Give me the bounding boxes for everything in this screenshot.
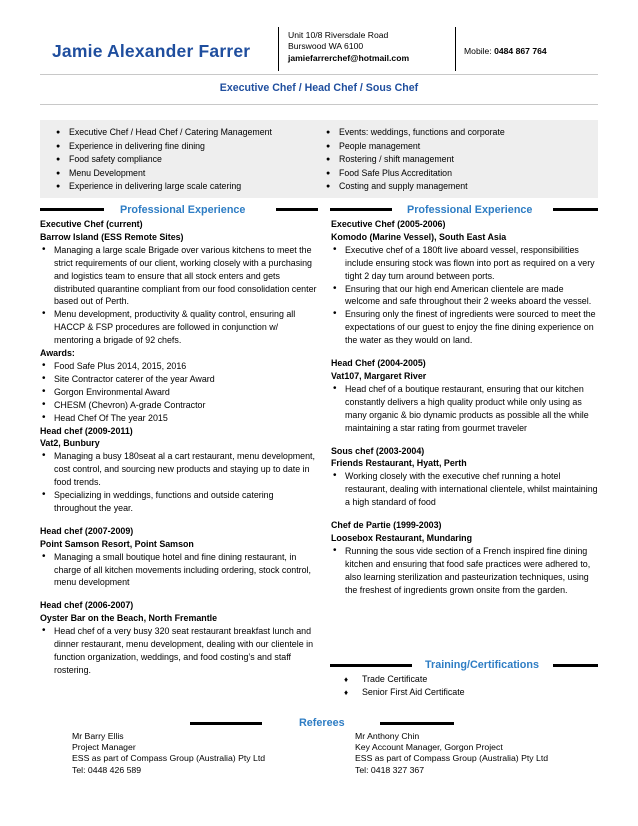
job-duties bbox=[40, 244, 318, 347]
candidate-name: Jamie Alexander Farrer bbox=[52, 41, 251, 61]
heading-bar bbox=[276, 208, 318, 211]
section-heading-experience-right: Professional Experience bbox=[407, 204, 533, 216]
skill-item: ● Food Safe Plus Accreditation bbox=[324, 167, 505, 181]
job-title: Executive Chef (2005-2006) bbox=[331, 219, 446, 229]
skill-item: ● Experience in delivering large scale catering bbox=[54, 180, 272, 194]
job-title: Executive Chef (current) bbox=[40, 219, 143, 229]
training-list bbox=[336, 673, 465, 699]
skill-item: ● Costing and supply management bbox=[324, 180, 505, 194]
experience-left-column bbox=[40, 218, 318, 677]
referee-name: Mr Anthony Chin bbox=[355, 731, 420, 741]
job-duties bbox=[331, 470, 598, 509]
key-skills-left bbox=[54, 126, 272, 194]
duty-item: • Ensuring only the finest of ingredients were sourced to meet the expectations of our guest to enjoy the fine dining experience on the water as they would on land. bbox=[331, 308, 598, 347]
referee-2 bbox=[355, 731, 548, 776]
job-title: Head chef (2009-2011) bbox=[40, 425, 133, 436]
job-employer: Point Samson Resort, Point Samson bbox=[40, 538, 194, 549]
contact-mobile bbox=[464, 46, 547, 57]
job-employer: Friends Restaurant, Hyatt, Perth bbox=[331, 458, 467, 469]
job-title: Head chef (2006-2007) bbox=[40, 600, 134, 611]
referee-company: ESS as part of Compass Group (Australia) Pty Ltd bbox=[72, 753, 266, 764]
address-line-2: Burswood WA 6100 bbox=[288, 41, 364, 52]
duty-item: • Working closely with the executive chef running a hotel restaurant, dealing with international clientele, whilst maintaining a high standard of food bbox=[331, 470, 598, 509]
header-rule bbox=[40, 74, 598, 75]
duty-item: • Managing a busy 180seat al a cart restaurant, menu development, cost control, and sourcing new products and staying up to date in food trends. bbox=[40, 450, 318, 489]
job-duties bbox=[331, 244, 598, 347]
skill-item: ● Menu Development bbox=[54, 167, 272, 181]
job-employer: Vat2, Bunbury bbox=[40, 438, 100, 449]
heading-bar bbox=[553, 664, 598, 667]
contact-address bbox=[288, 30, 409, 64]
duty-item: • Ensuring that our high end American clientele are made welcome and safe throughout their 2 weeks aboard the vessel. bbox=[331, 283, 598, 309]
job-duties bbox=[331, 383, 598, 435]
section-heading-referees: Referees bbox=[299, 717, 345, 729]
skill-item: ● People management bbox=[324, 140, 505, 154]
award-item: • Site Contractor caterer of the year Award bbox=[40, 373, 318, 386]
header-divider-left bbox=[278, 27, 279, 71]
duty-item: • Managing a small boutique hotel and fine dining restaurant, in charge of all kitchen movements including ordering, stock control, menu development bbox=[40, 551, 318, 590]
certificate-item: ♦ Senior First Aid Certificate bbox=[336, 686, 465, 699]
heading-bar bbox=[553, 208, 598, 211]
referee-title: Key Account Manager, Gorgon Project bbox=[355, 742, 503, 753]
job-title: Sous chef (2003-2004) bbox=[331, 445, 425, 456]
duty-item: • Specializing in weddings, functions and outside catering throughout the year. bbox=[40, 489, 318, 515]
email-address[interactable]: jamiefarrerchef@hotmail.com bbox=[288, 52, 410, 63]
skill-item: ● Executive Chef / Head Chef / Catering Management bbox=[54, 126, 272, 140]
skill-item: ● Food safety compliance bbox=[54, 153, 272, 167]
job-employer: Loosebox Restaurant, Mundaring bbox=[331, 532, 473, 543]
section-heading-training: Training/Certifications bbox=[425, 659, 539, 671]
mobile-label: Mobile: bbox=[464, 46, 495, 56]
heading-bar bbox=[190, 722, 262, 725]
referee-phone: Tel: 0418 327 367 bbox=[355, 764, 425, 775]
awards-list bbox=[40, 360, 318, 425]
job-employer: Oyster Bar on the Beach, North Fremantle bbox=[40, 613, 218, 624]
duty-item: • Running the sous vide section of a French inspired fine dining kitchen and ensuring that food safe practices were adhered to, also learning sterilization and pasteurization techniques, using the freshest of ingredients grown onsite from the garden. bbox=[331, 545, 598, 597]
heading-bar bbox=[40, 208, 104, 211]
job-duties bbox=[40, 625, 318, 677]
awards-label: Awards: bbox=[40, 348, 75, 359]
job-employer: Komodo (Marine Vessel), South East Asia bbox=[331, 231, 507, 242]
mobile-number: 0484 867 764 bbox=[494, 46, 547, 56]
section-heading-experience-left: Professional Experience bbox=[120, 204, 246, 216]
award-item: • Food Safe Plus 2014, 2015, 2016 bbox=[40, 360, 318, 373]
referee-1 bbox=[72, 731, 265, 776]
header-divider-right bbox=[455, 27, 456, 71]
heading-bar bbox=[330, 208, 392, 211]
job-title: Head Chef (2004-2005) bbox=[331, 358, 426, 369]
heading-bar bbox=[380, 722, 454, 725]
heading-bar bbox=[330, 664, 412, 667]
job-title: Chef de Partie (1999-2003) bbox=[331, 520, 442, 531]
skill-item: ● Experience in delivering fine dining bbox=[54, 140, 272, 154]
role-rule bbox=[40, 104, 598, 105]
award-item: • Gorgon Environmental Award bbox=[40, 386, 318, 399]
address-line-1: Unit 10/8 Riversdale Road bbox=[288, 30, 389, 40]
duty-item: • Head chef of a boutique restaurant, ensuring that our kitchen constantly delivers a high quality product while only using as many organic & bio dynamic products as possible all the while maintaining a star rating from gourmet traveler bbox=[331, 383, 598, 435]
job-duties bbox=[40, 551, 318, 590]
job-employer: Vat107, Margaret River bbox=[331, 370, 427, 381]
referee-title: Project Manager bbox=[72, 742, 136, 753]
referee-name: Mr Barry Ellis bbox=[72, 731, 124, 741]
award-item: • CHESM (Chevron) A-grade Contractor bbox=[40, 399, 318, 412]
duty-item: • Managing a large scale Brigade over various kitchens to meet the strict requirements of our client, working closely with a purchasing and logistics team to ensure that all stock enters and gets distributed quarantine compliant from our food consolidation center based out of Perth. bbox=[40, 244, 318, 309]
certificate-item: ♦ Trade Certificate bbox=[336, 673, 465, 686]
skill-item: ● Events: weddings, functions and corporate bbox=[324, 126, 505, 140]
key-skills-right bbox=[324, 126, 505, 194]
job-title: Head chef (2007-2009) bbox=[40, 525, 134, 536]
referee-company: ESS as part of Compass Group (Australia) Pty Ltd bbox=[355, 753, 549, 764]
role-title: Executive Chef / Head Chef / Sous Chef bbox=[219, 82, 419, 94]
referee-phone: Tel: 0448 426 589 bbox=[72, 764, 142, 775]
duty-item: • Executive chef of a 180ft live aboard vessel, responsibilities include ensuring stock was flown into port as required on a very tight 2 day turn around between ports. bbox=[331, 244, 598, 283]
job-duties bbox=[40, 450, 318, 515]
job-duties bbox=[331, 545, 598, 597]
duty-item: • Menu development, productivity & quality control, ensuring all HACCP & FSP procedures are followed in conjunction w/ mentoring a brigade of 92 chefs. bbox=[40, 308, 318, 347]
job-employer: Barrow Island (ESS Remote Sites) bbox=[40, 231, 184, 242]
award-item: • Head Chef Of The year 2015 bbox=[40, 412, 318, 425]
duty-item: • Head chef of a very busy 320 seat restaurant breakfast lunch and dinner restaurant, menu development, dealing with our clientele in function organization, weddings, and food costing’s and staff rostering. bbox=[40, 625, 318, 677]
skill-item: ● Rostering / shift management bbox=[324, 153, 505, 167]
experience-right-column bbox=[331, 218, 598, 596]
